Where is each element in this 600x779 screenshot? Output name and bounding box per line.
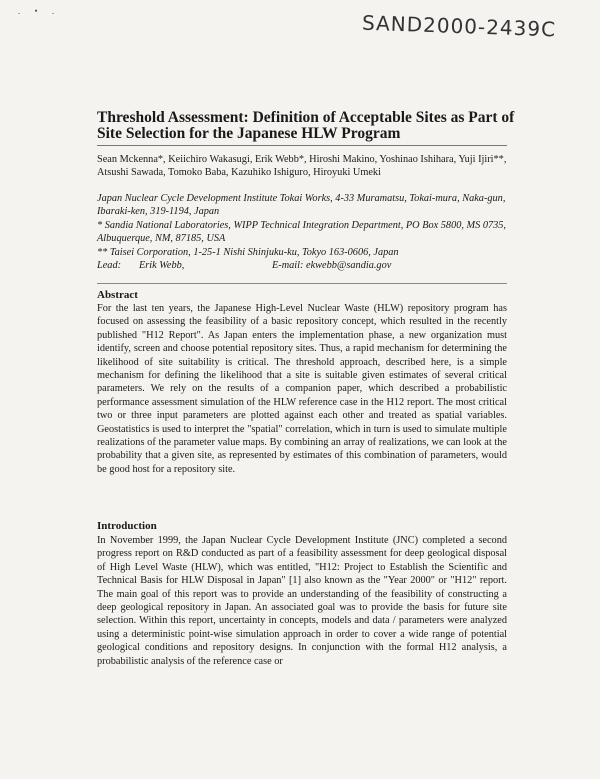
affiliation-jnc: Japan Nuclear Cycle Development Institute Tokai Works, 4-33 Muramatsu, Tokai-mura, Naka-gun, Ibaraki-ken, 319-1194, Japan — [97, 193, 506, 218]
scan-specks: . • . — [18, 6, 61, 16]
lead-name: Erik Webb, — [139, 260, 185, 272]
lead-contact — [97, 259, 507, 272]
abstract-heading: Abstract — [97, 289, 138, 301]
introduction-text: In November 1999, the Japan Nuclear Cycle Development Institute (JNC) completed a second progress report on R&D conducted as part of a feasibility assessment for deep geological disposal of High Level Waste (HLW), which was entitled, "H12: Project to Establish the Scientific and Technical Basis for HLW Disposal in Japan" [1] also known as the "Year 2000" or "H12" report. The main goal of this report was to provide an understanding of the feasibility of constructing a deep geological repository in Japan. An associated goal was to provide the basis for future site selection. Within this report, uncertainty in concepts, models and data / parameters were analyzed using a deterministic point-wise simulation approach in order to cover a wide range of potential geological conditions and repository designs. In conjunction with the formal H12 analysis, a probabilistic analysis of the reference case or — [97, 535, 507, 667]
paper-title: Threshold Assessment: Definition of Acceptable Sites as Part of Site Selection for the Japanese HLW Program — [97, 109, 515, 142]
email-address[interactable]: ekwebb@sandia.gov — [306, 260, 392, 272]
affiliation-sandia: * Sandia National Laboratories, WIPP Technical Integration Department, PO Box 5800, MS 0735, Albuquerque, NM, 87185, USA — [97, 219, 506, 245]
introduction-body — [97, 534, 507, 668]
lead-label: Lead: — [97, 260, 122, 272]
header-divider — [97, 283, 507, 284]
email-label: E-mail: — [272, 260, 304, 272]
abstract-body — [97, 302, 507, 476]
affiliations — [97, 192, 507, 272]
author-list — [97, 153, 507, 180]
authors-text: Sean Mckenna*, Keiichiro Wakasugi, Erik Webb*, Hiroshi Makino, Yoshinao Ishihara, Yuji Ijiri**, Atsushi Sawada, Tomoko Baba, Kazuhiko Ishiguro, Hiroyuki Umeki — [97, 154, 507, 179]
report-number-stamp: SAND2000-2439C — [361, 10, 557, 42]
affiliation-taisei: ** Taisei Corporation, 1-25-1 Nishi Shinjuku-ku, Tokyo 163-0606, Japan — [97, 246, 399, 258]
introduction-heading: Introduction — [97, 520, 157, 532]
abstract-text: For the last ten years, the Japanese High-Level Nuclear Waste (HLW) repository program has focused on assessing the feasibility of a basic repository concept, which resulted in the recently published "H12 Report". As Japan enters the implementation phase, a new organization must identify, screen and choose potential repository sites. Thus, a rapid mechanism for determining the likelihood of site suitability is critical. The threshold approach, described here, is a simple mechanism for defining the likelihood that a site is suitable given estimates of several critical parameters. We rely on the results of a companion paper, which described a probabilistic performance assessment simulation of the HLW reference case in the H12 report. The most critical two or three input parameters are plotted against each other and treated as spatial variables. Geostatistics is used to interpret the "spatial" correlation, which in turn is used to simulate multiple realizations of the parameter value maps. By combining an array of realizations, we can look at the probability that a given site, as represented by estimates of this combination of parameters, would be good host for a repository site. — [97, 303, 507, 475]
title-divider — [97, 145, 507, 146]
